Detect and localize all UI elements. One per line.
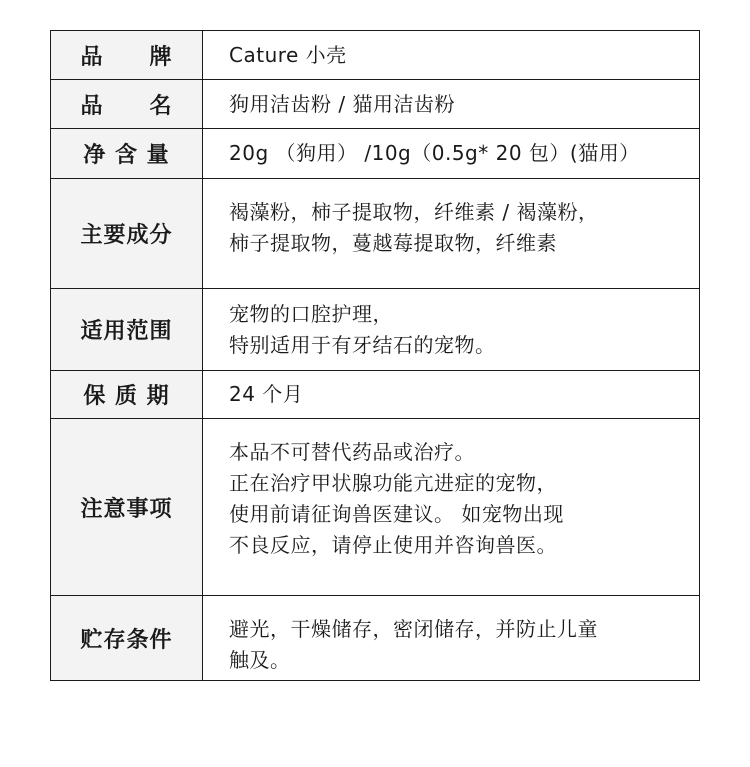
value-ingredients — [203, 179, 700, 289]
table-row-net-content — [51, 129, 700, 179]
label-product-name: 品 名 — [51, 80, 203, 129]
value-line: 柿子提取物，蔓越莓提取物，纤维素 — [229, 231, 557, 255]
value-line: 本品不可替代药品或治疗。 — [229, 440, 475, 464]
value-storage — [203, 596, 700, 681]
table-row-shelf-life — [51, 371, 700, 419]
value-precautions — [203, 419, 700, 596]
table-row-precautions — [51, 419, 700, 596]
label-ingredients: 主要成分 — [51, 179, 203, 289]
value-line: 宠物的口腔护理， — [229, 301, 393, 326]
table-row-usage-scope — [51, 289, 700, 371]
value-shelf-life — [203, 371, 700, 419]
label-net-content: 净 含 量 — [51, 129, 203, 179]
value-line: 不良反应，请停止使用并咨询兽医。 — [229, 533, 557, 557]
value-usage-scope — [203, 289, 700, 371]
table-row-ingredients — [51, 179, 700, 289]
value-line: 正在治疗甲状腺功能亢进症的宠物， — [229, 471, 557, 495]
value-net-content — [203, 129, 700, 179]
table-row-product-name — [51, 80, 700, 129]
label-precautions: 注意事项 — [51, 419, 203, 596]
label-usage-scope: 适用范围 — [51, 289, 203, 371]
value-product-name — [203, 80, 700, 129]
value-line: 避光，干燥储存，密闭储存，并防止儿童 — [229, 617, 598, 641]
value-line: 狗用洁齿粉 / 猫用洁齿粉 — [229, 91, 455, 116]
product-spec-table — [50, 30, 700, 681]
table-row-brand — [51, 31, 700, 80]
label-shelf-life: 保 质 期 — [51, 371, 203, 419]
value-line: 使用前请征询兽医建议。 如宠物出现 — [229, 502, 564, 526]
value-line: 24 个月 — [229, 382, 304, 406]
value-line: 特别适用于有牙结石的宠物。 — [229, 332, 496, 357]
value-line: 褐藻粉，柿子提取物，纤维素 / 褐藻粉， — [229, 200, 599, 224]
value-line: 20g （狗用） /10g（0.5g* 20 包）(猫用） — [229, 141, 640, 165]
value-line: 触及。 — [229, 648, 291, 672]
label-brand: 品 牌 — [51, 31, 203, 80]
label-storage: 贮存条件 — [51, 596, 203, 681]
value-brand — [203, 31, 700, 80]
value-line: Cature 小壳 — [229, 42, 347, 67]
table-row-storage — [51, 596, 700, 681]
